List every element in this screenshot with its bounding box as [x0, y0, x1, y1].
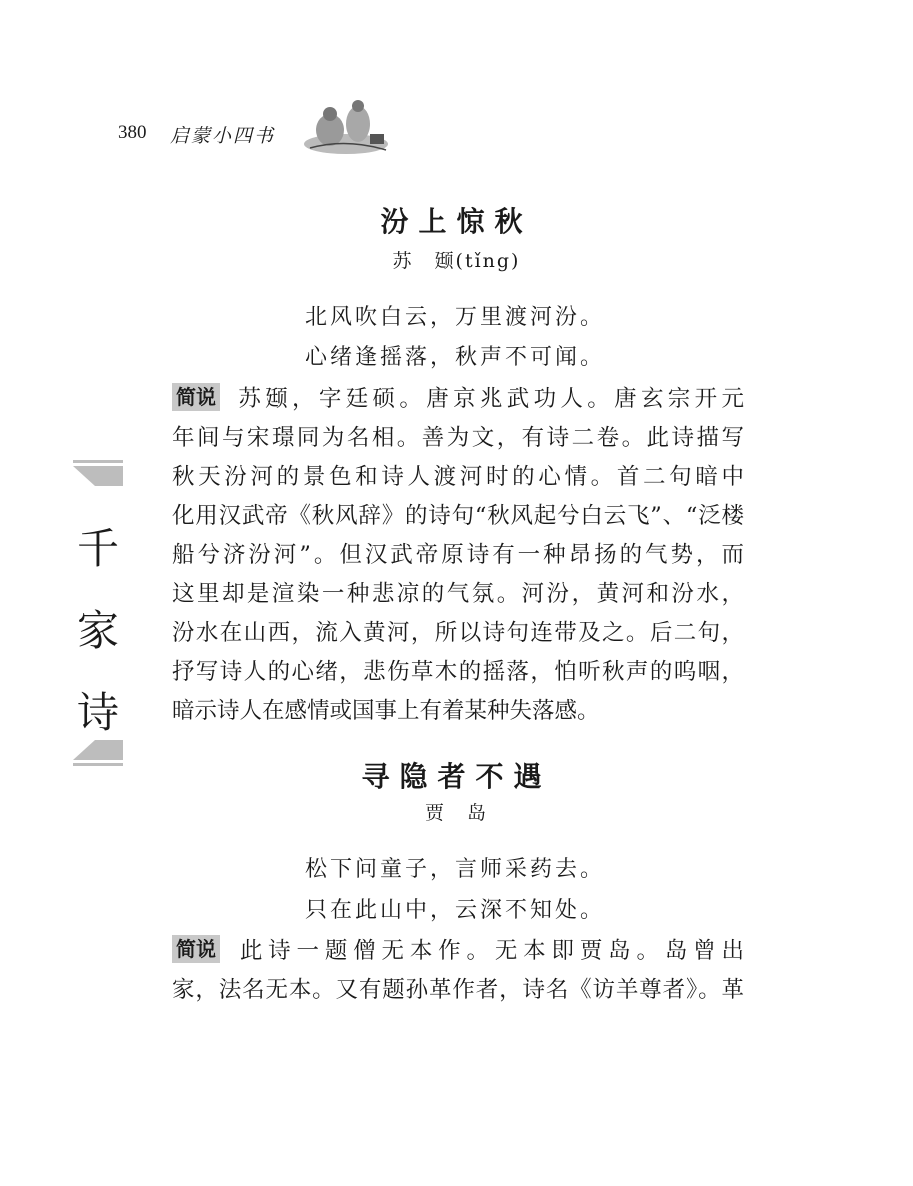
- commentary-line: 汾水在山西，流入黄河，所以诗句连带及之。后二句，: [172, 620, 744, 646]
- commentary-line: 暗示诗人在感情或国事上有着某种失落感。: [172, 698, 600, 724]
- section-char: 千: [76, 524, 119, 573]
- book-title: 启蒙小四书: [170, 125, 276, 147]
- poem-line: 松下问童子，言师采药去。: [305, 857, 606, 882]
- section-char: 家: [76, 606, 119, 655]
- poem-line: 只在此山中，云深不知处。: [305, 898, 606, 923]
- commentary-line: 秋天汾河的景色和诗人渡河时的心情。首二句暗中: [172, 464, 744, 490]
- commentary-line: 船兮济汾河”。但汉武帝原诗有一种昂扬的气势，而: [172, 542, 744, 568]
- poem-line: 北风吹白云，万里渡河汾。: [305, 305, 606, 330]
- commentary-text: 此诗一题僧无本作。无本即贾岛。岛曾出: [234, 938, 744, 964]
- commentary-line: 抒写诗人的心绪，悲伤草木的摇落，怕听秋声的呜咽，: [172, 659, 744, 685]
- poem-title: 寻隐者不遇: [361, 760, 552, 793]
- commentary-line: [172, 932, 744, 971]
- poem-title: 汾上惊秋: [380, 205, 533, 238]
- poem-author: 苏 颋(tǐng): [392, 250, 521, 272]
- section-char: 诗: [76, 688, 119, 737]
- commentary-text: 苏颋，字廷硕。唐京兆武功人。唐玄宗开元: [234, 386, 744, 412]
- commentary-line: 这里却是渲染一种悲凉的气氛。河汾，黄河和汾水，: [172, 581, 744, 607]
- commentary-line: [172, 380, 744, 419]
- page-number: 380: [118, 122, 147, 143]
- poem-line: 心绪逢摇落，秋声不可闻。: [305, 345, 606, 370]
- commentary-line: 化用汉武帝《秋风辞》的诗句“秋风起兮白云飞”、“泛楼: [172, 503, 744, 529]
- tab-bracket-top-icon: [73, 460, 123, 486]
- scholars-vignette-icon: [300, 98, 392, 158]
- section-side-tab: [73, 460, 123, 770]
- commentary-line: 年间与宋璟同为名相。善为文，有诗二卷。此诗描写: [172, 425, 744, 451]
- commentary-line: 家，法名无本。又有题孙革作者，诗名《访羊尊者》。革: [172, 977, 744, 1003]
- poem-commentary: [172, 932, 744, 1010]
- poem-commentary: [172, 380, 744, 731]
- section-title-vertical: [73, 508, 123, 754]
- commentary-label: 简说: [172, 383, 220, 411]
- commentary-label: 简说: [172, 935, 220, 963]
- poem-author: 贾 岛: [424, 802, 488, 824]
